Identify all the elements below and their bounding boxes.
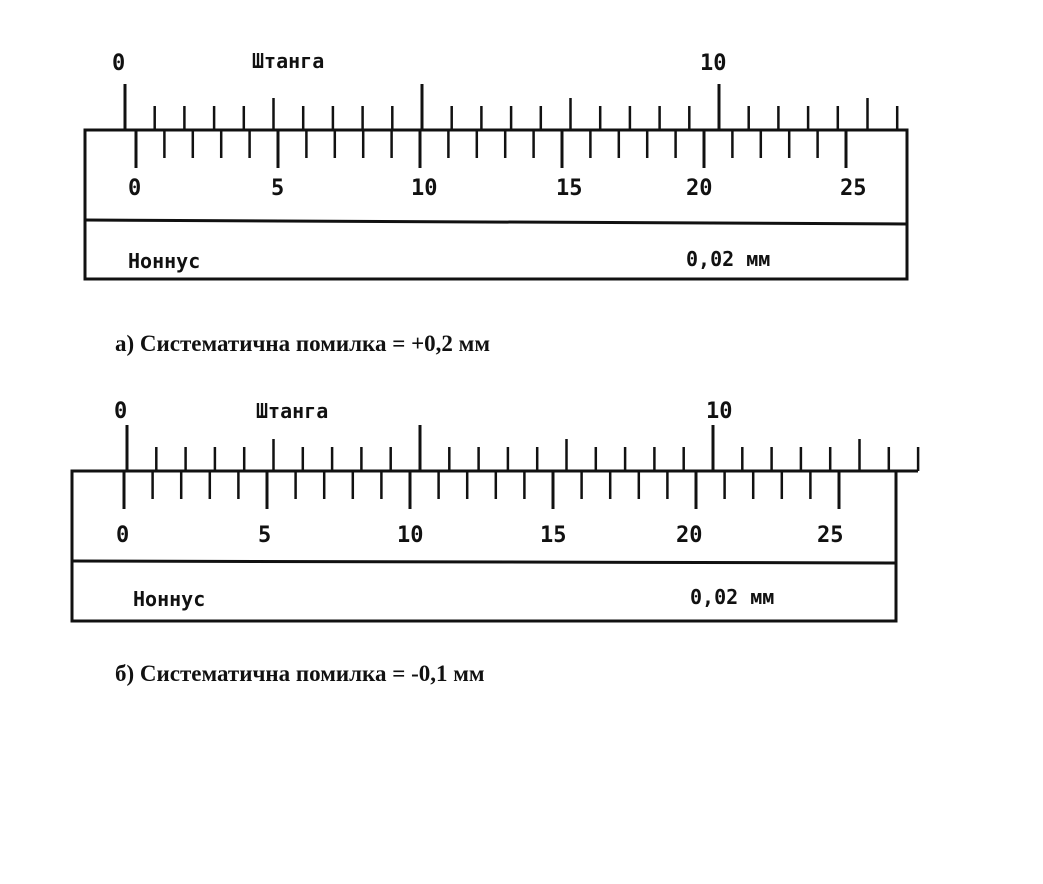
diagram-b bbox=[72, 399, 918, 686]
precision-label: 0,02 мм bbox=[690, 585, 775, 609]
vernier-divider bbox=[85, 220, 907, 224]
main-scale-number-0: 0 bbox=[112, 51, 126, 76]
vernier-ticks bbox=[136, 130, 846, 168]
vernier-number-20: 20 bbox=[676, 523, 703, 548]
main-scale-label: Штанга bbox=[252, 49, 325, 73]
vernier-number-10: 10 bbox=[397, 523, 424, 548]
vernier-number-10: 10 bbox=[411, 176, 438, 201]
vernier-label: Ноннус bbox=[128, 249, 201, 273]
vernier-number-15: 15 bbox=[556, 176, 583, 201]
vernier-number-0: 0 bbox=[128, 176, 142, 201]
vernier-number-0: 0 bbox=[116, 523, 130, 548]
caption: б) Систематична помилка = -0,1 мм bbox=[115, 661, 485, 686]
diagram-a bbox=[85, 49, 907, 356]
vernier-label: Ноннус bbox=[133, 587, 206, 611]
vernier-number-5: 5 bbox=[271, 176, 285, 201]
main-scale-number-10: 10 bbox=[700, 51, 727, 76]
vernier-number-20: 20 bbox=[686, 176, 713, 201]
vernier-number-5: 5 bbox=[258, 523, 272, 548]
vernier-frame bbox=[85, 130, 907, 279]
vernier-number-15: 15 bbox=[540, 523, 567, 548]
vernier-number-25: 25 bbox=[840, 176, 867, 201]
main-scale-label: Штанга bbox=[256, 399, 329, 423]
main-scale-number-10: 10 bbox=[706, 399, 733, 424]
vernier-ticks bbox=[124, 471, 839, 509]
main-scale-ticks bbox=[125, 84, 897, 130]
main-scale-ticks bbox=[127, 425, 918, 471]
main-scale-number-0: 0 bbox=[114, 399, 128, 424]
vernier-number-25: 25 bbox=[817, 523, 844, 548]
caption: а) Систематична помилка = +0,2 мм bbox=[115, 331, 491, 356]
precision-label: 0,02 мм bbox=[686, 247, 771, 271]
vernier-divider bbox=[72, 561, 896, 563]
